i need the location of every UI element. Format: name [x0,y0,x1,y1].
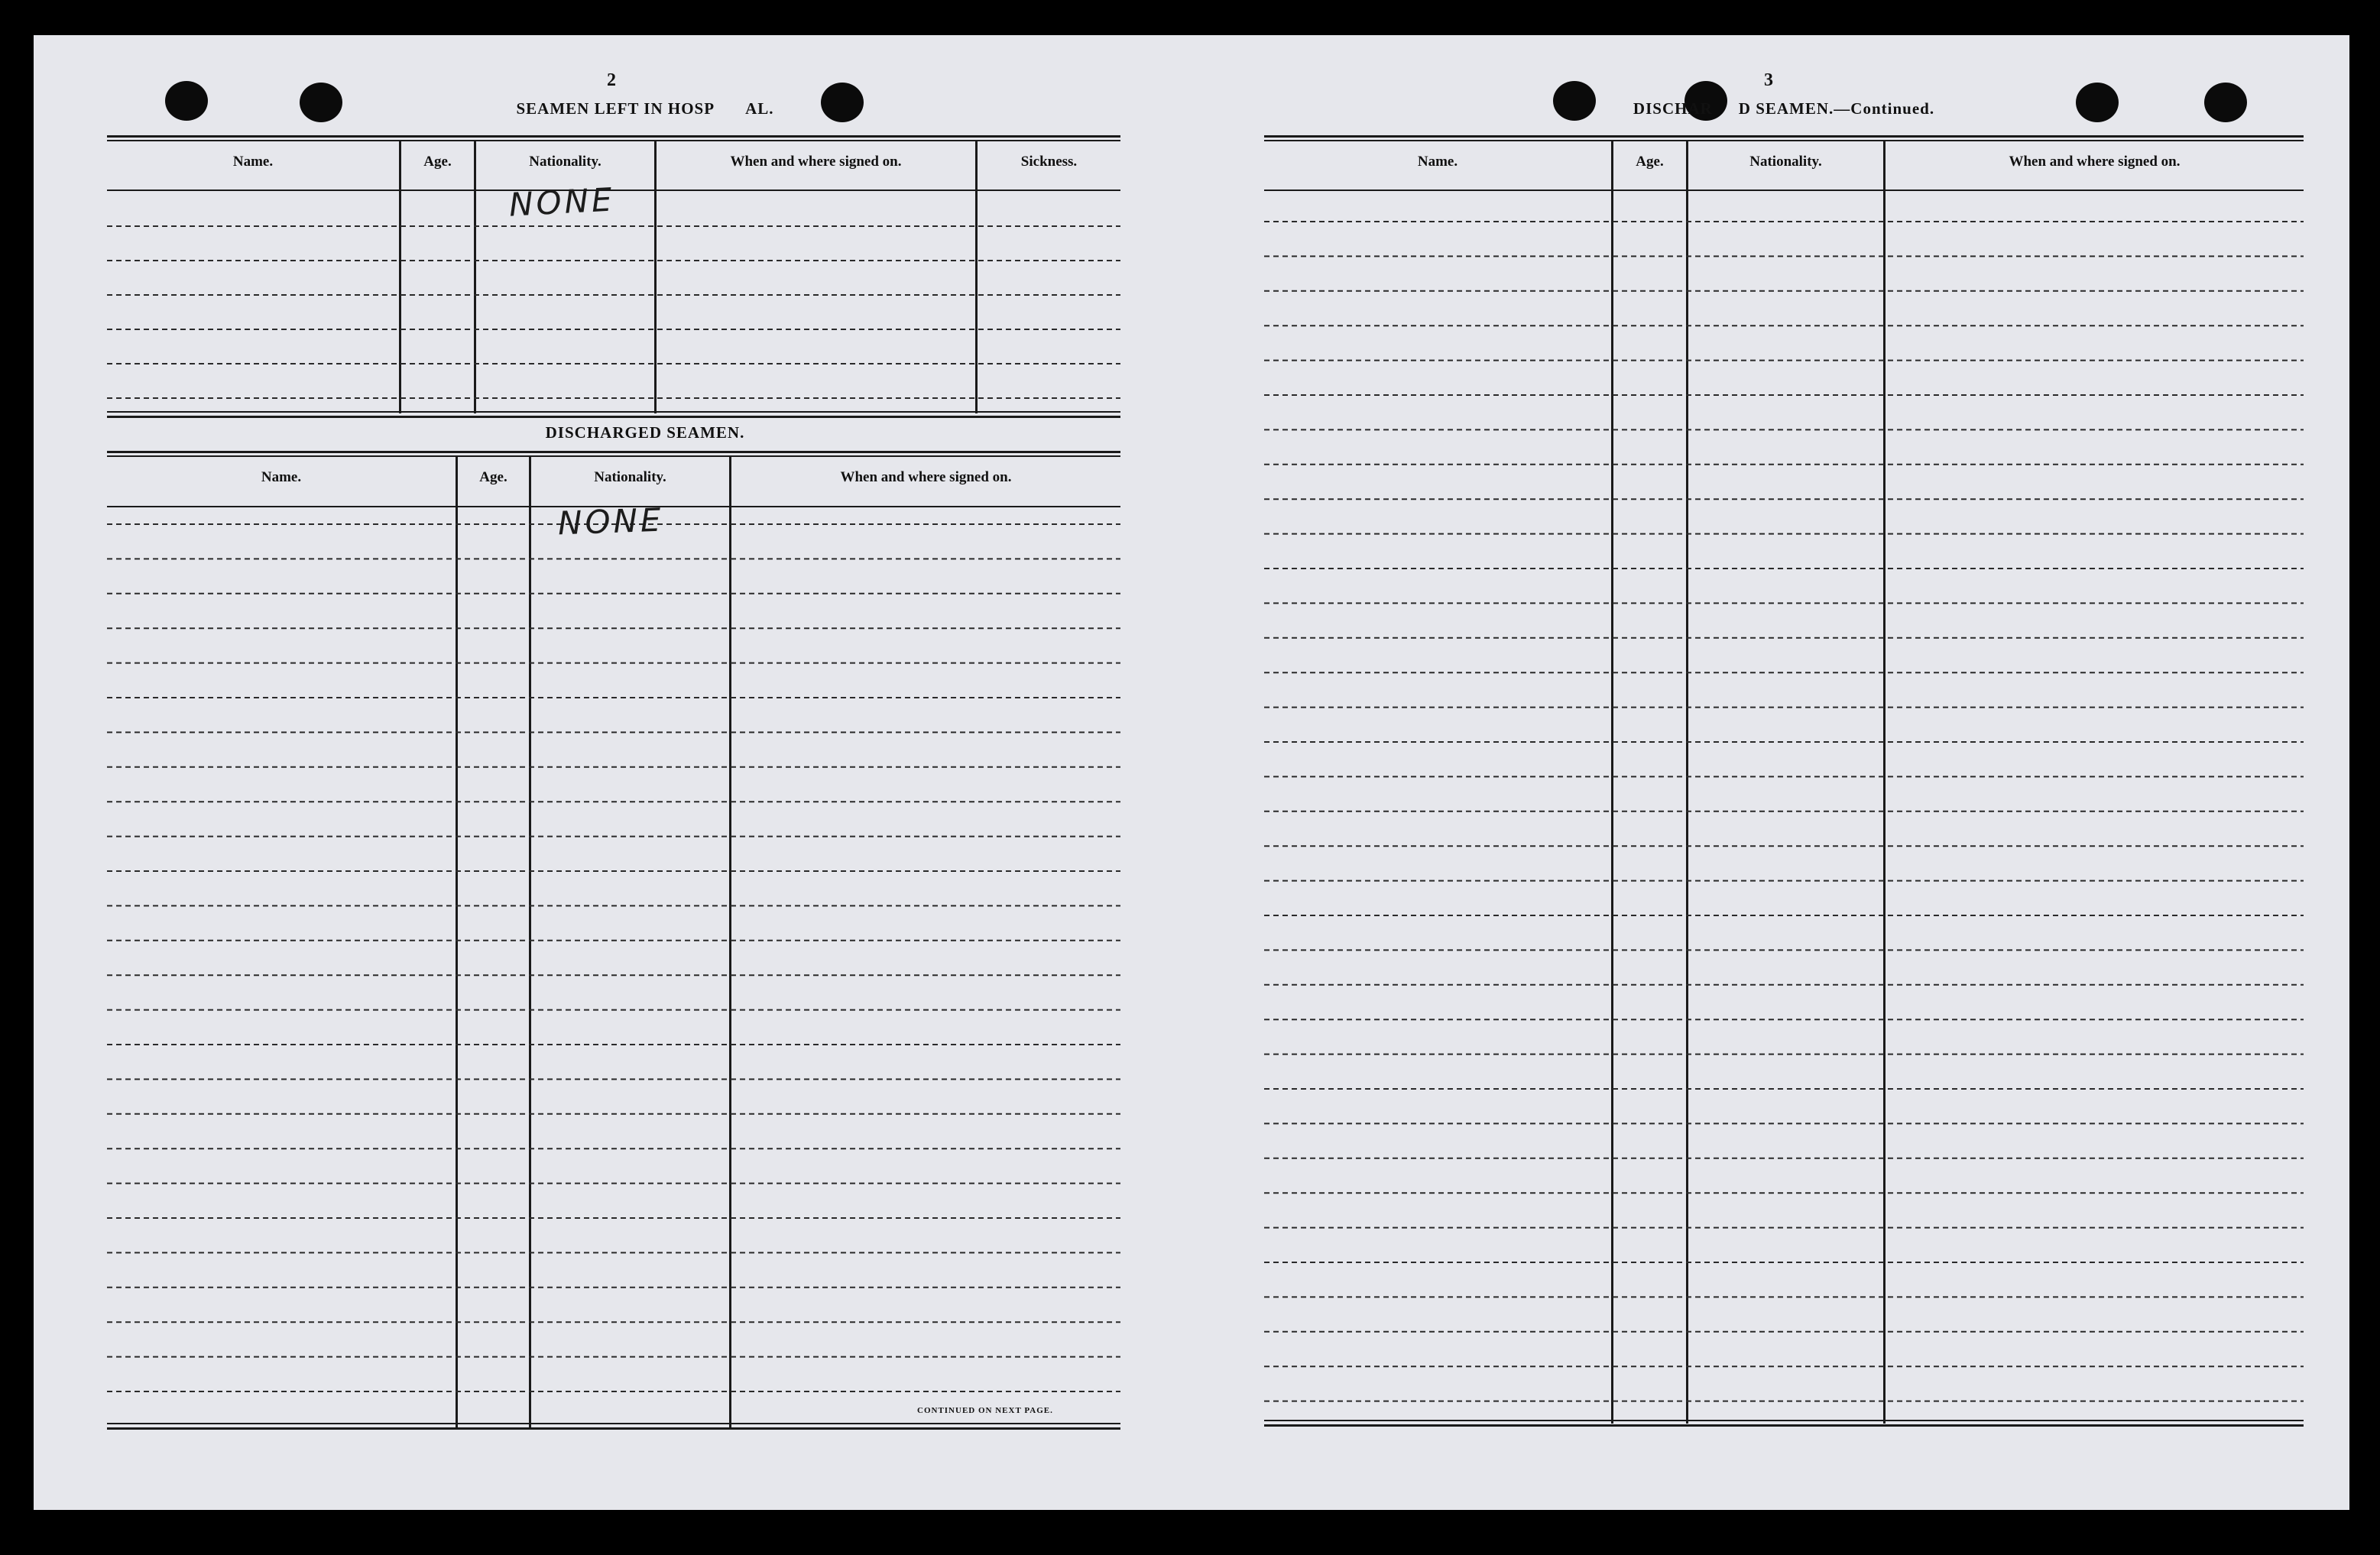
discharged-col-age: Age. [479,469,507,485]
page-number-right: 3 [1764,70,1773,90]
hospital-rows [107,188,1120,417]
right-col-name: Name. [1417,154,1458,170]
discharged-col-name: Name. [261,469,302,485]
page-number-left: 2 [607,70,616,90]
right-col-age: Age. [1636,154,1664,170]
hospital-col-age: Age. [423,154,452,170]
discharged-rows [107,507,1120,1424]
hospital-col-nationality: Nationality. [529,154,601,170]
punch-hole [1553,81,1596,121]
punch-hole [165,81,208,121]
document-sheet [34,35,2349,1510]
discharged-handwritten-entry: NONE [557,501,665,543]
continued-footer: CONTINUED ON NEXT PAGE. [917,1406,1053,1415]
hospital-col-sickness: Sickness. [1020,154,1078,170]
punch-hole [2076,83,2119,122]
discharged-continued-title: DISCHAR D SEAMEN.—Continued. [1633,99,1935,118]
punch-hole [300,83,342,122]
hospital-section-title: SEAMEN LEFT IN HOSP AL. [516,99,774,118]
punch-hole [821,83,864,122]
hospital-col-name: Name. [232,154,274,170]
right-col-nationality: Nationality. [1749,154,1822,170]
right-col-signed-on: When and where signed on. [2009,154,2181,170]
hospital-handwritten-entry: NONE [507,180,616,224]
hospital-col-signed-on: When and where signed on. [730,154,902,170]
discharged-col-signed-on: When and where signed on. [840,469,1012,485]
punch-hole [2204,83,2247,122]
right-rows [1264,191,2304,1421]
discharged-section-title: DISCHARGED SEAMEN. [545,423,745,442]
discharged-col-nationality: Nationality. [594,469,666,485]
